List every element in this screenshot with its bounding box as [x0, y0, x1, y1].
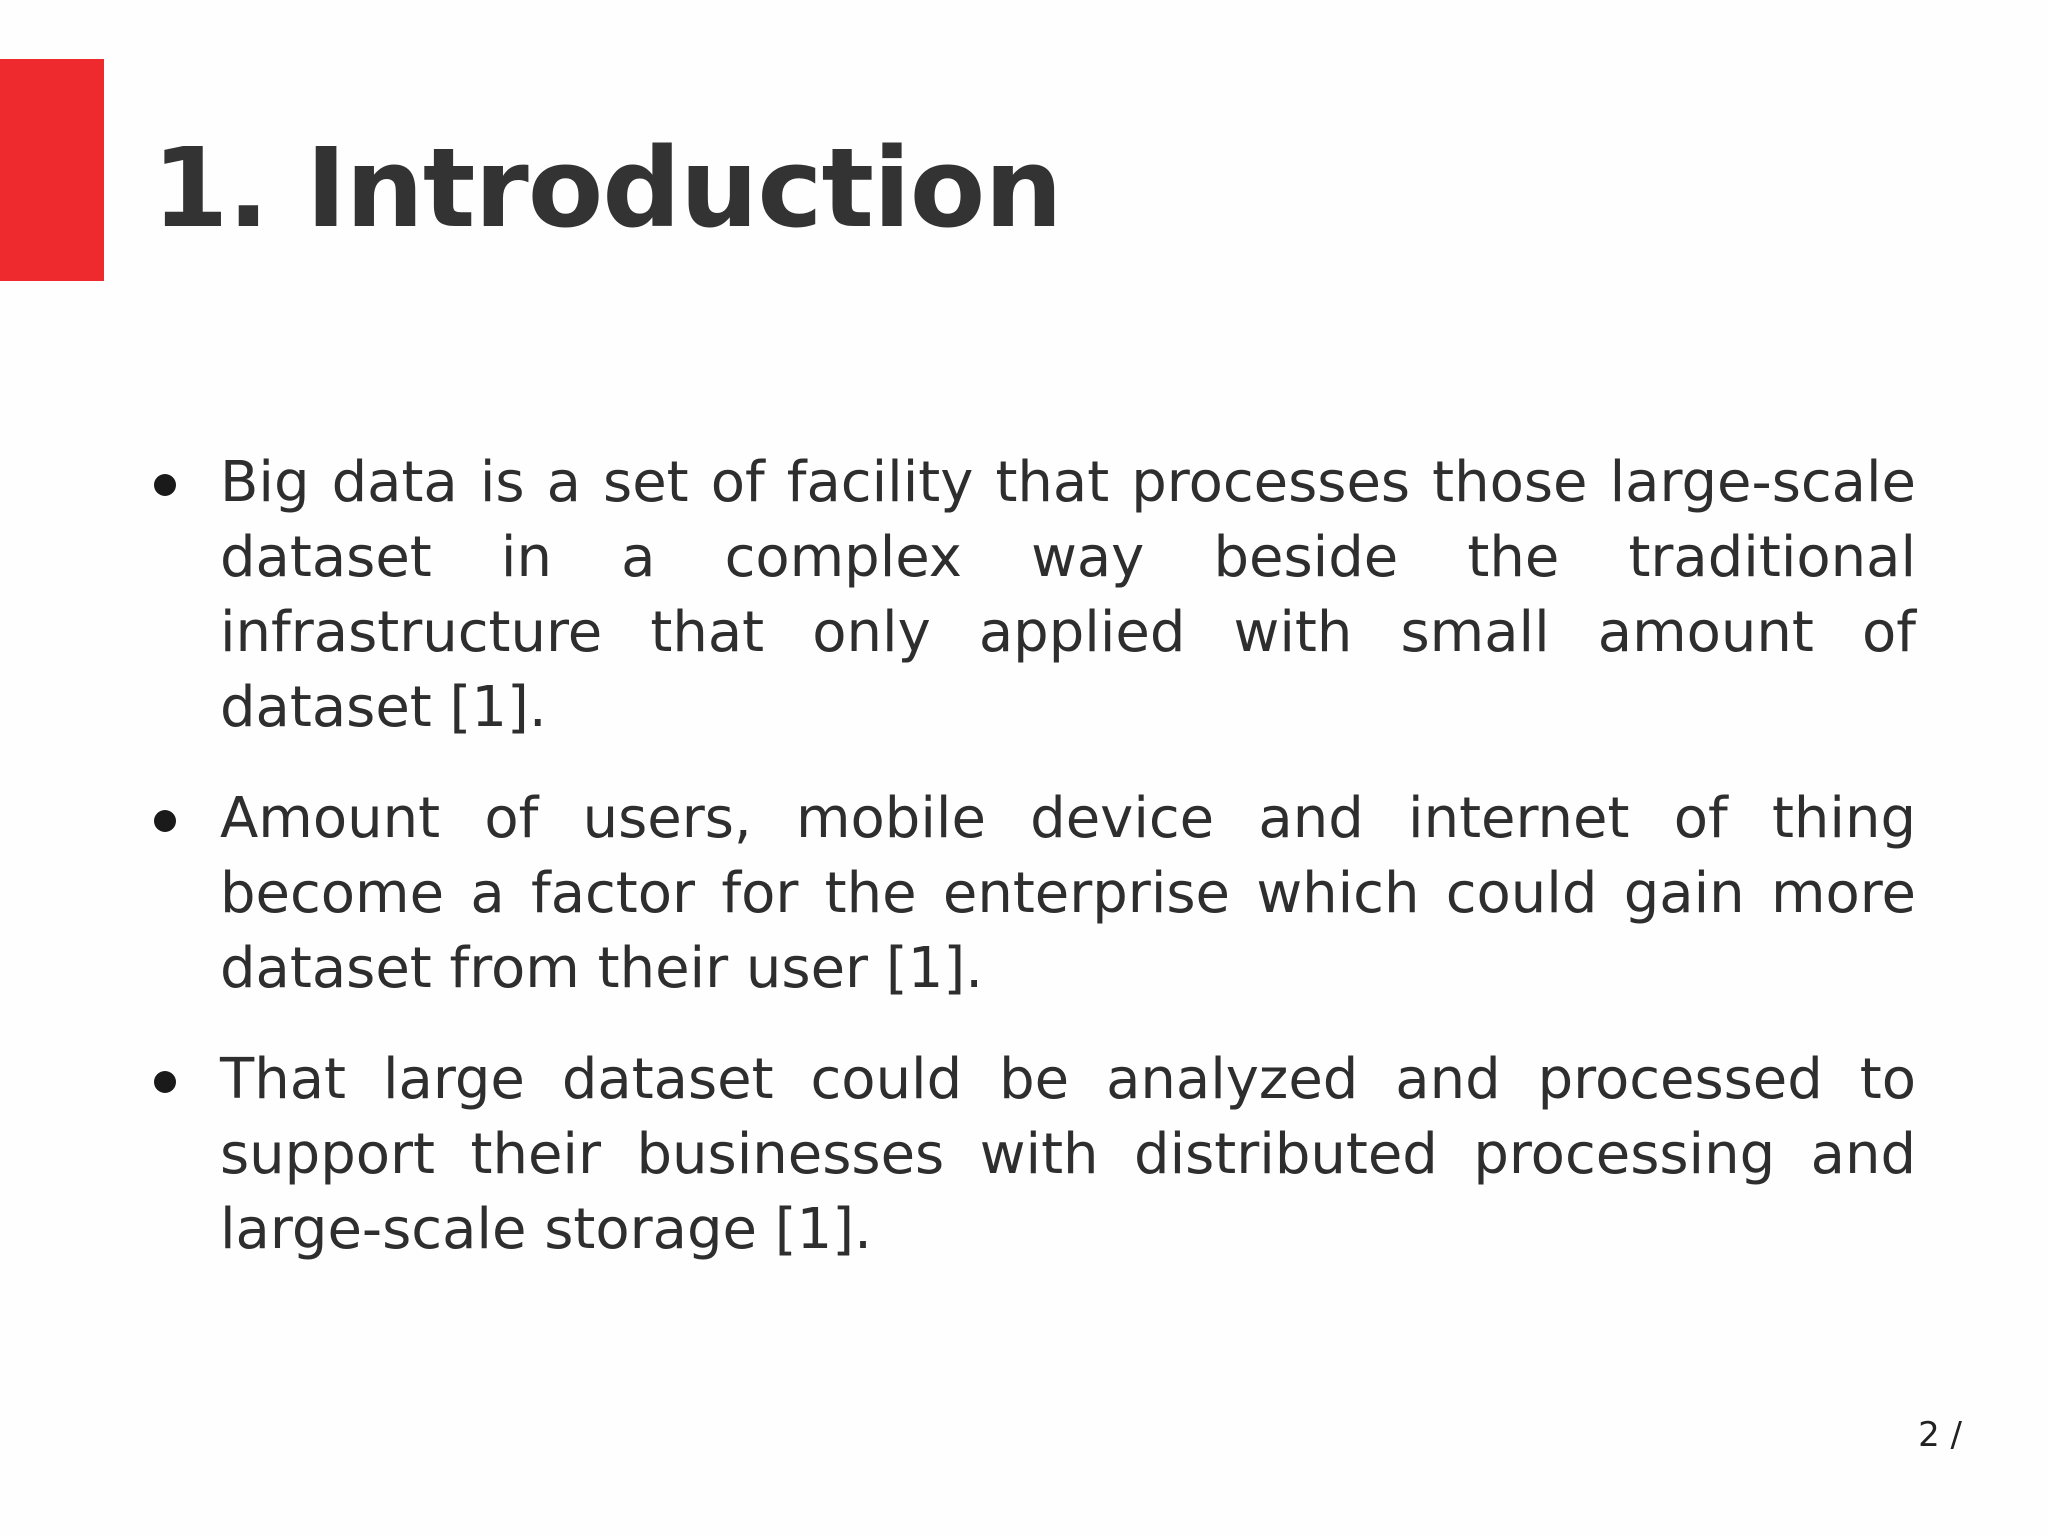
bullet-item: [146, 781, 1916, 1006]
bullet-dot-icon: [154, 474, 176, 496]
bullet-text: That large dataset could be analyzed and processed to support their businesses with distributed processing and large-scale storage [1].: [220, 1047, 1916, 1262]
bullet-text: Amount of users, mobile device and internet of thing become a factor for the enterprise which could gain more dataset from their user [1].: [220, 786, 1916, 1001]
bullet-dot-icon: [154, 810, 176, 832]
bullet-text: Big data is a set of facility that processes those large-scale dataset in a complex way beside the traditional infrastructure that only applied with small amount of dataset [1].: [220, 450, 1916, 740]
title-accent-bar: [0, 59, 104, 281]
bullet-list: [146, 445, 1916, 1303]
slide-title: 1. Introduction: [152, 124, 1062, 252]
bullet-item: [146, 1042, 1916, 1267]
bullet-dot-icon: [154, 1071, 176, 1093]
bullet-item: [146, 445, 1916, 745]
page-number: 2 /: [1918, 1415, 1962, 1455]
